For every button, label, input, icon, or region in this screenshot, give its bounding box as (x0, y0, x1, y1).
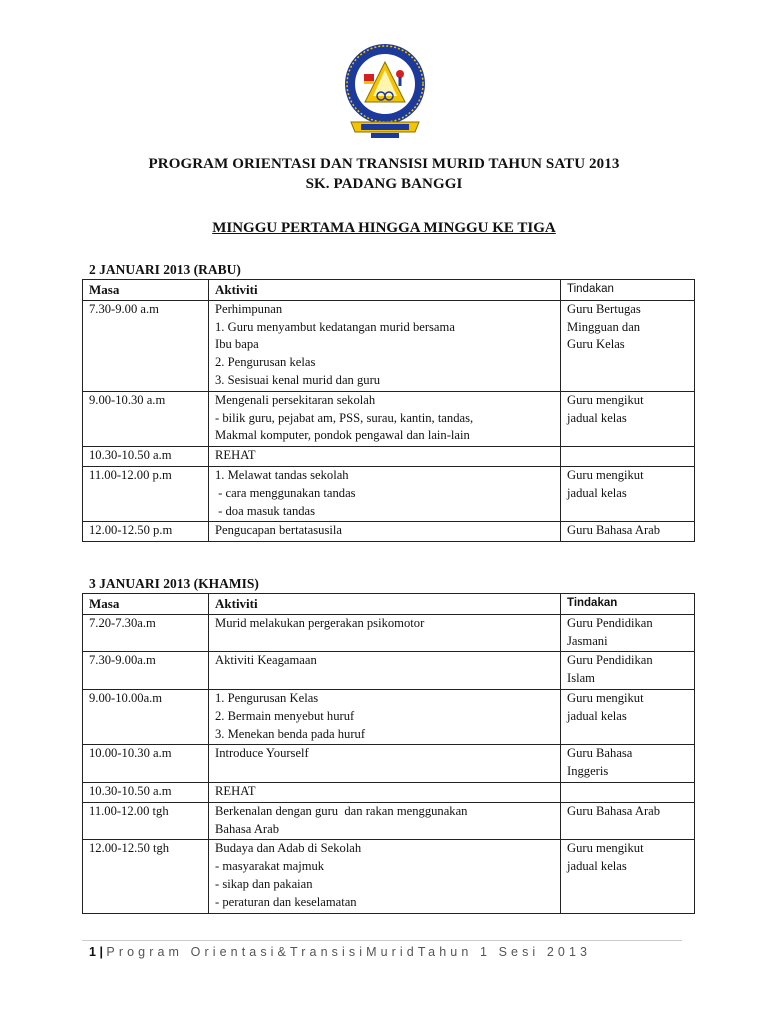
cell-masa: 11.00-12.00 p.m (83, 466, 209, 521)
col-header-masa: Masa (83, 280, 209, 301)
footer-divider (82, 940, 682, 941)
document-title: PROGRAM ORIENTASI DAN TRANSISI MURID TAHUN SATU 2013 (148, 156, 620, 172)
cell-masa: 10.00-10.30 a.m (83, 745, 209, 783)
cell-aktiviti: Pengucapan bertatasusila (209, 522, 561, 542)
cell-aktiviti: REHAT (209, 782, 561, 802)
col-header-masa: Masa (83, 594, 209, 615)
cell-aktiviti: Introduce Yourself (209, 745, 561, 783)
cell-tindakan: Guru mengikut jadual kelas (561, 466, 695, 521)
table-row (83, 689, 695, 744)
table-row (83, 802, 695, 840)
cell-masa: 12.00-12.50 p.m (83, 522, 209, 542)
table-row (83, 522, 695, 542)
cell-masa: 11.00-12.00 tgh (83, 802, 209, 840)
table-header-row (83, 594, 695, 615)
cell-tindakan (561, 782, 695, 802)
footer-separator: | (99, 945, 103, 959)
day1-heading: 2 JANUARI 2013 (RABU) (89, 262, 241, 277)
cell-masa: 10.30-10.50 a.m (83, 447, 209, 467)
table-row (83, 447, 695, 467)
cell-aktiviti: Berkenalan dengan guru dan rakan menggunakan Bahasa Arab (209, 802, 561, 840)
cell-aktiviti: Murid melakukan pergerakan psikomotor (209, 614, 561, 652)
cell-tindakan: Guru Pendidikan Islam (561, 652, 695, 690)
cell-tindakan: Guru mengikut jadual kelas (561, 391, 695, 446)
table-row (83, 652, 695, 690)
cell-aktiviti: Perhimpunan 1. Guru menyambut kedatangan murid bersama Ibu bapa 2. Pengurusan kelas 3. Sesisuai kenal murid dan guru (209, 300, 561, 391)
document-subtitle: MINGGU PERTAMA HINGGA MINGGU KE TIGA (212, 220, 556, 236)
table-row (83, 782, 695, 802)
table-header-row (83, 280, 695, 301)
page-number: 1 (89, 945, 96, 959)
cell-tindakan: Guru mengikut jadual kelas (561, 840, 695, 913)
day1-schedule-table (82, 279, 695, 542)
cell-masa: 7.20-7.30a.m (83, 614, 209, 652)
page-footer (89, 945, 591, 959)
table-row (83, 391, 695, 446)
school-crest-logo (337, 40, 433, 140)
table-row (83, 466, 695, 521)
cell-tindakan (561, 447, 695, 467)
col-header-tindakan: Tindakan (561, 280, 695, 301)
col-header-aktiviti: Aktiviti (209, 280, 561, 301)
cell-aktiviti: 1. Pengurusan Kelas 2. Bermain menyebut huruf 3. Menekan benda pada huruf (209, 689, 561, 744)
crest-torch (396, 70, 404, 78)
cell-tindakan: Guru Pendidikan Jasmani (561, 614, 695, 652)
day2-heading: 3 JANUARI 2013 (KHAMIS) (89, 576, 259, 591)
crest-flag (364, 74, 374, 81)
col-header-aktiviti: Aktiviti (209, 594, 561, 615)
table-row (83, 840, 695, 913)
cell-tindakan: Guru Bahasa Arab (561, 802, 695, 840)
table-row (83, 745, 695, 783)
cell-tindakan: Guru Bertugas Mingguan dan Guru Kelas (561, 300, 695, 391)
cell-tindakan: Guru Bahasa Inggeris (561, 745, 695, 783)
cell-masa: 7.30-9.00 a.m (83, 300, 209, 391)
cell-aktiviti: REHAT (209, 447, 561, 467)
cell-tindakan: Guru Bahasa Arab (561, 522, 695, 542)
cell-tindakan: Guru mengikut jadual kelas (561, 689, 695, 744)
cell-aktiviti: 1. Melawat tandas sekolah - cara menggunakan tandas - doa masuk tandas (209, 466, 561, 521)
cell-aktiviti: Aktiviti Keagamaan (209, 652, 561, 690)
day2-schedule-table (82, 593, 695, 914)
cell-masa: 10.30-10.50 a.m (83, 782, 209, 802)
cell-aktiviti: Mengenali persekitaran sekolah - bilik guru, pejabat am, PSS, surau, kantin, tandas, Makmal komputer, pondok pengawal dan lain-lain (209, 391, 561, 446)
cell-masa: 9.00-10.30 a.m (83, 391, 209, 446)
footer-text: Program Orientasi&TransisiMuridTahun 1 Sesi 2013 (106, 945, 592, 959)
table-row (83, 614, 695, 652)
table-row (83, 300, 695, 391)
cell-masa: 9.00-10.00a.m (83, 689, 209, 744)
cell-aktiviti: Budaya dan Adab di Sekolah - masyarakat majmuk - sikap dan pakaian - peraturan dan keselamatan (209, 840, 561, 913)
col-header-tindakan: Tindakan (561, 594, 695, 615)
school-name: SK. PADANG BANGGI (305, 176, 463, 192)
cell-masa: 12.00-12.50 tgh (83, 840, 209, 913)
cell-masa: 7.30-9.00a.m (83, 652, 209, 690)
